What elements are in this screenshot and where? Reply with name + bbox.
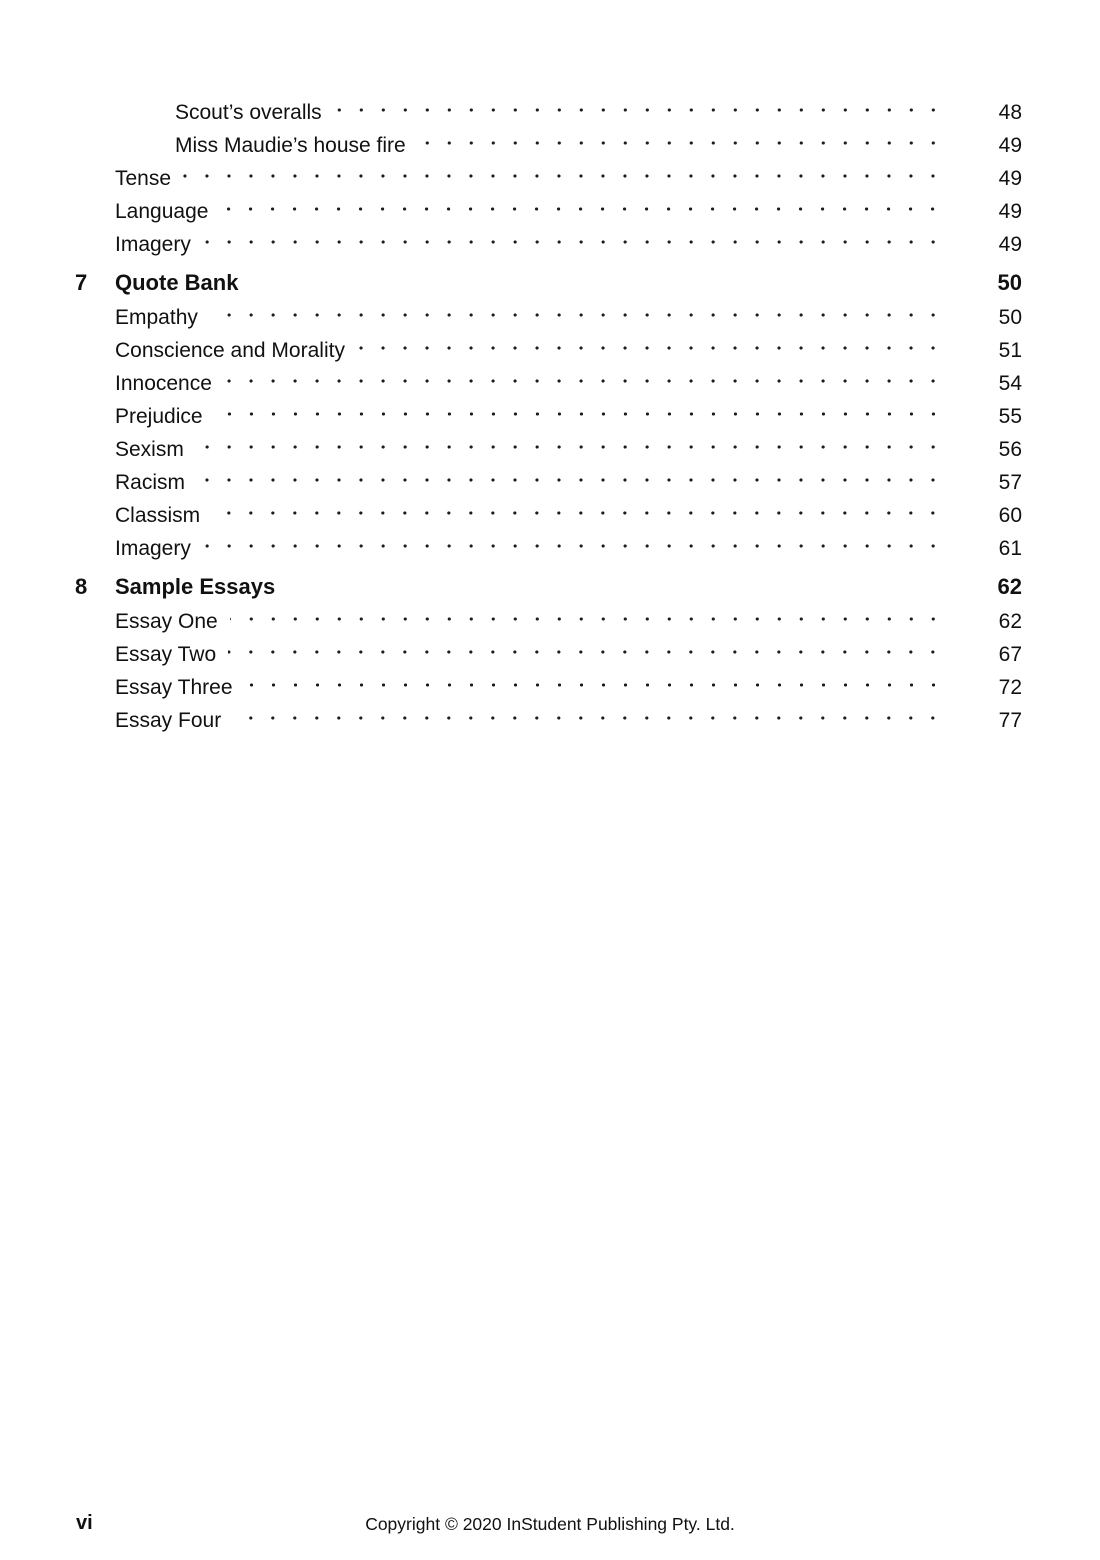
toc-entry-row (75, 228, 1022, 261)
toc-entry-row (75, 96, 1022, 129)
toc-entry-label: Sexism (115, 437, 184, 461)
folio-page-number: vi (76, 1512, 93, 1534)
toc-chapter-row (75, 569, 1022, 605)
toc-entry-row (75, 162, 1022, 195)
toc-entry-label: Scout’s overalls (175, 100, 322, 124)
dot-leader (418, 129, 946, 162)
toc-entry-row (75, 638, 1022, 671)
toc-page-number: 62 (997, 574, 1022, 599)
dot-leader (210, 301, 946, 334)
toc-page-number: 56 (998, 437, 1022, 461)
toc-page-number: 60 (998, 503, 1022, 527)
toc-entry-row (75, 605, 1022, 638)
toc-entry-label: Empathy (115, 305, 198, 329)
toc-chapter-number: 8 (75, 574, 88, 599)
dot-leader (220, 195, 946, 228)
toc-entry-row (75, 532, 1022, 565)
toc-entry-label: Essay One (115, 609, 218, 633)
toc-entry-label: Imagery (115, 232, 191, 256)
toc-entry-label: Essay Four (115, 708, 222, 732)
dot-leader (215, 400, 946, 433)
toc-page-number: 57 (998, 470, 1022, 494)
toc-page-number: 77 (998, 708, 1022, 732)
toc-entry-label: Racism (115, 470, 186, 494)
dot-leader (357, 334, 946, 367)
dot-leader (203, 228, 946, 261)
toc-page-number: 61 (998, 536, 1022, 560)
toc-page-number: 49 (998, 232, 1022, 256)
toc-entry-label: Prejudice (115, 404, 203, 428)
toc-page-number: 49 (998, 133, 1022, 157)
dot-leader (233, 704, 946, 737)
dot-leader (197, 466, 946, 499)
toc-page-number: 62 (998, 609, 1022, 633)
toc-page-number: 48 (998, 100, 1022, 124)
toc-page-number: 49 (998, 166, 1022, 190)
toc-chapter-row (75, 265, 1022, 301)
toc-entry-label: Essay Three (115, 675, 233, 699)
page-footer (0, 1510, 1100, 1540)
toc-entry-label: Conscience and Morality (115, 338, 345, 362)
toc-chapter-number: 7 (75, 270, 88, 295)
toc-entry-row (75, 367, 1022, 400)
toc-entry-row (75, 334, 1022, 367)
toc-entry-label: Imagery (115, 536, 191, 560)
toc-entry-label: Miss Maudie’s house fire (175, 133, 406, 157)
toc-entry-row (75, 466, 1022, 499)
dot-leader (245, 671, 947, 704)
toc-entry-label: Tense (115, 166, 172, 190)
toc-entry-row (75, 301, 1022, 334)
toc-entry-label: Sample Essays (115, 574, 276, 599)
toc-entry-label: Classism (115, 503, 201, 527)
toc-entry-label: Innocence (115, 371, 212, 395)
toc-entry-row (75, 129, 1022, 162)
copyright-notice: Copyright © 2020 InStudent Publishing Pty. Ltd. (365, 1514, 735, 1534)
toc-page-number: 72 (998, 675, 1022, 699)
dot-leader (230, 605, 946, 638)
toc-entry-row (75, 704, 1022, 737)
toc-entry-row (75, 195, 1022, 228)
toc-page-number: 67 (998, 642, 1022, 666)
toc-entry-row (75, 499, 1022, 532)
toc-entry-row (75, 400, 1022, 433)
dot-leader (212, 499, 946, 532)
toc-entry-label: Essay Two (115, 642, 217, 666)
toc-page-number: 50 (998, 305, 1022, 329)
toc-entry-label: Quote Bank (115, 270, 239, 295)
dot-leader (203, 532, 946, 565)
toc-entry-row (75, 671, 1022, 704)
dot-leader (196, 433, 946, 466)
dot-leader (334, 96, 946, 129)
toc-page-number: 51 (998, 338, 1022, 362)
toc-page-number: 54 (998, 371, 1022, 395)
toc-entry-label: Language (115, 199, 209, 223)
toc-page-number: 55 (998, 404, 1022, 428)
dot-leader (228, 638, 946, 671)
toc-page-number: 50 (997, 270, 1022, 295)
dot-leader (183, 162, 946, 195)
table-of-contents (75, 96, 1022, 737)
toc-page-number: 49 (998, 199, 1022, 223)
dot-leader (224, 367, 946, 400)
toc-entry-row (75, 433, 1022, 466)
